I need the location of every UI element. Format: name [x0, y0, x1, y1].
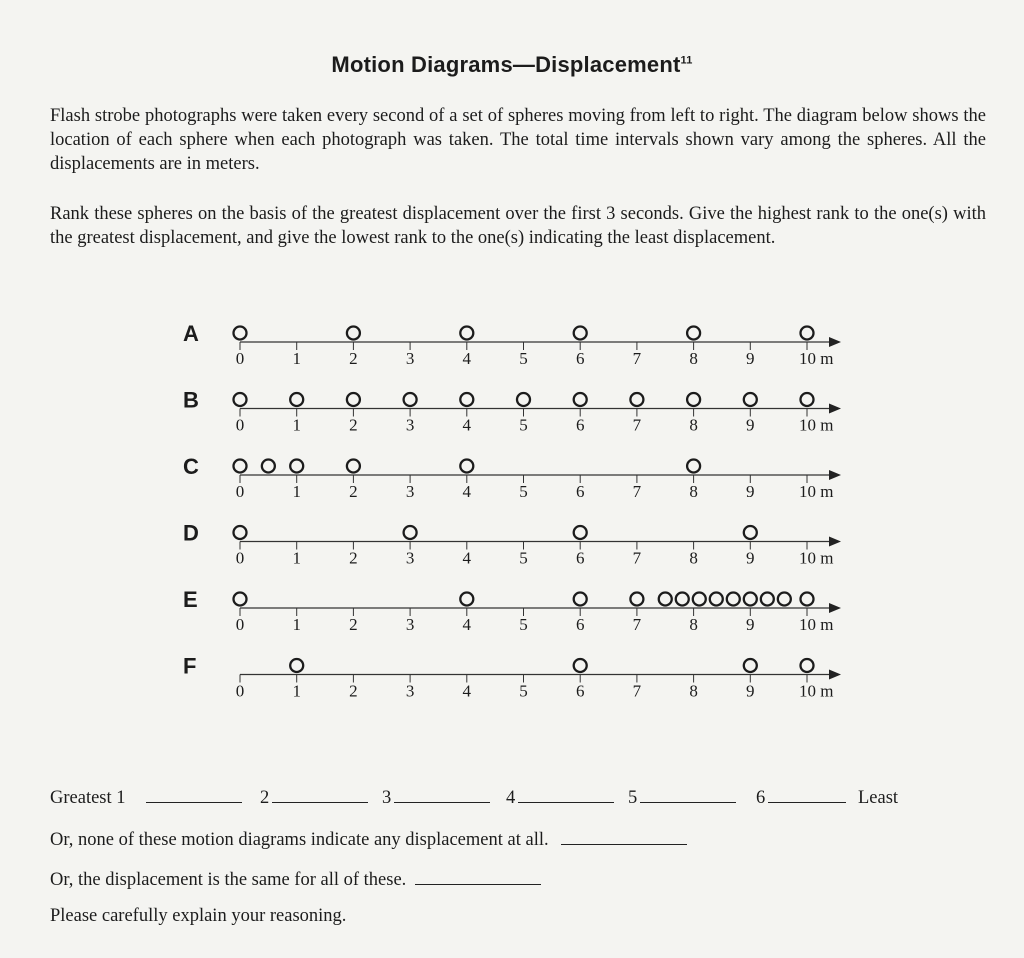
least-label: Least [858, 788, 899, 808]
tick-label: 0 [235, 482, 245, 501]
tick-label: 3 [405, 415, 415, 435]
tick-label: 3 [405, 681, 415, 701]
tick-label: 1 [292, 415, 301, 435]
sphere-marker [801, 393, 814, 406]
sphere-marker [234, 526, 247, 539]
tick-label: 10 m [799, 681, 834, 701]
sphere-marker [727, 593, 740, 606]
rank-3-blank[interactable] [394, 788, 490, 809]
tick-label: 2 [349, 415, 358, 435]
sphere-marker [801, 659, 814, 672]
sphere-marker [676, 593, 689, 606]
sphere-marker [574, 526, 587, 539]
tick-label: 8 [689, 349, 698, 368]
tick-label: 1 [292, 548, 301, 568]
none-blank[interactable] [561, 830, 687, 845]
axis-arrow-icon [829, 537, 841, 547]
sphere-marker [290, 659, 303, 672]
sphere-marker [687, 327, 700, 340]
diagram-label-c: C [183, 454, 199, 479]
tick-label: 6 [575, 548, 585, 568]
tick-label: 10 m [799, 415, 834, 435]
tick-label: 8 [689, 415, 698, 435]
sphere-marker [744, 393, 757, 406]
title-footnote: 11 [680, 54, 693, 67]
ranking-row [50, 788, 950, 814]
rank-2-blank[interactable] [272, 788, 368, 809]
diagram-label-a: A [183, 321, 199, 346]
sphere-marker [404, 526, 417, 539]
tick-label: 0 [235, 415, 245, 435]
sphere-marker [460, 593, 473, 606]
axis-arrow-icon [829, 337, 841, 347]
tick-label: 10 m [799, 615, 834, 634]
tick-label: 0 [235, 548, 245, 568]
sphere-marker [801, 327, 814, 340]
tick-label: 2 [349, 615, 358, 634]
title-text: Motion Diagrams—Displacement [331, 52, 681, 77]
rank-6-label: 6 [756, 788, 766, 808]
tick-label: 10 m [799, 349, 834, 368]
sphere-marker [761, 593, 774, 606]
instructions-paragraph: Rank these spheres on the basis of the greatest displacement over the first 3 seconds. Give the highest rank to the one(s) with the greatest displacement, and give the lowest rank to the one(s) indicating the least displacement. [50, 204, 986, 248]
tick-label: 8 [689, 548, 698, 568]
none-line [50, 830, 687, 851]
tick-label: 4 [462, 681, 472, 701]
sphere-marker [262, 460, 275, 473]
sphere-marker [347, 327, 360, 340]
tick-label: 7 [632, 482, 642, 501]
sphere-marker [234, 460, 247, 473]
sphere-marker [687, 393, 700, 406]
tick-label: 9 [746, 548, 755, 568]
tick-label: 3 [405, 482, 415, 501]
tick-label: 1 [292, 681, 301, 701]
axis-arrow-icon [829, 404, 841, 414]
rank-4-label: 4 [506, 788, 516, 808]
tick-label: 8 [689, 681, 698, 701]
intro-paragraph: Flash strobe photographs were taken every second of a set of spheres moving from left to right. The diagram below shows the location of each sphere when each photograph was taken. The total time intervals shown vary among the spheres. All the displacements are in meters. [50, 106, 986, 174]
rank-2-label: 2 [260, 788, 270, 808]
tick-label: 9 [746, 615, 755, 634]
same-text: Or, the displacement is the same for all of these. [50, 870, 407, 890]
sphere-marker [290, 460, 303, 473]
sphere-marker [347, 460, 360, 473]
explain-line [50, 906, 346, 927]
axis-arrow-icon [829, 670, 841, 680]
tick-label: 2 [349, 681, 358, 701]
rank-1-label: Greatest 1 [50, 788, 126, 808]
sphere-marker [404, 393, 417, 406]
tick-label: 7 [632, 681, 642, 701]
tick-label: 10 m [799, 482, 834, 501]
axis-arrow-icon [829, 470, 841, 480]
sphere-marker [687, 460, 700, 473]
tick-label: 6 [575, 482, 585, 501]
sphere-marker [460, 460, 473, 473]
same-line [50, 870, 541, 891]
tick-label: 0 [235, 615, 245, 634]
tick-label: 4 [462, 615, 472, 634]
sphere-marker [347, 393, 360, 406]
tick-label: 6 [575, 415, 585, 435]
sphere-marker [460, 393, 473, 406]
rank-3-label: 3 [382, 788, 392, 808]
sphere-marker [460, 327, 473, 340]
tick-label: 1 [292, 349, 301, 368]
tick-label: 5 [519, 548, 528, 568]
tick-label: 7 [632, 615, 642, 634]
rank-4-blank[interactable] [518, 788, 614, 809]
tick-label: 5 [519, 349, 528, 368]
tick-label: 4 [462, 415, 472, 435]
sphere-marker [778, 593, 791, 606]
none-text: Or, none of these motion diagrams indicate any displacement at all. [50, 830, 549, 850]
tick-label: 10 m [799, 548, 834, 568]
axis-arrow-icon [829, 603, 841, 613]
sphere-marker [574, 327, 587, 340]
tick-label: 5 [519, 415, 528, 435]
sphere-marker [801, 593, 814, 606]
tick-label: 0 [235, 349, 245, 368]
rank-1-blank[interactable] [146, 788, 242, 809]
sphere-marker [574, 593, 587, 606]
sphere-marker [710, 593, 723, 606]
tick-label: 7 [632, 415, 642, 435]
tick-label: 2 [349, 548, 358, 568]
rank-5-label: 5 [628, 788, 638, 808]
explain-text: Please carefully explain your reasoning. [50, 906, 347, 926]
rank-6-blank[interactable] [768, 788, 846, 809]
sphere-marker [630, 593, 643, 606]
tick-label: 7 [632, 548, 642, 568]
tick-label: 2 [349, 349, 358, 368]
tick-label: 3 [405, 349, 415, 368]
tick-label: 3 [405, 615, 415, 634]
tick-label: 2 [349, 482, 358, 501]
tick-label: 9 [746, 415, 755, 435]
same-blank[interactable] [415, 870, 541, 885]
sphere-marker [234, 593, 247, 606]
tick-label: 6 [575, 615, 585, 634]
tick-label: 4 [462, 349, 472, 368]
rank-5-blank[interactable] [640, 788, 736, 809]
tick-label: 7 [632, 349, 642, 368]
sphere-marker [290, 393, 303, 406]
tick-label: 5 [519, 482, 528, 501]
sphere-marker [744, 593, 757, 606]
sphere-marker [234, 393, 247, 406]
diagram-label-d: D [183, 520, 199, 546]
tick-label: 4 [462, 482, 472, 501]
tick-label: 5 [519, 681, 528, 701]
sphere-marker [234, 327, 247, 340]
tick-label: 6 [575, 349, 585, 368]
tick-label: 3 [405, 548, 415, 568]
tick-label: 0 [235, 681, 245, 701]
tick-label: 8 [689, 615, 698, 634]
tick-label: 1 [292, 615, 301, 634]
sphere-marker [517, 393, 530, 406]
sphere-marker [659, 593, 672, 606]
sphere-marker [574, 659, 587, 672]
tick-label: 6 [575, 681, 585, 701]
tick-label: 1 [292, 482, 301, 501]
tick-label: 5 [519, 615, 528, 634]
sphere-marker [574, 393, 587, 406]
diagram-label-e: E [183, 587, 198, 612]
tick-label: 9 [746, 681, 755, 701]
diagram-label-b: B [183, 387, 199, 413]
tick-label: 9 [746, 349, 755, 368]
tick-label: 9 [746, 482, 755, 501]
sphere-marker [693, 593, 706, 606]
sphere-marker [744, 526, 757, 539]
sphere-marker [744, 659, 757, 672]
tick-label: 8 [689, 482, 698, 501]
diagram-label-f: F [183, 653, 197, 679]
tick-label: 4 [462, 548, 472, 568]
sphere-marker [630, 393, 643, 406]
